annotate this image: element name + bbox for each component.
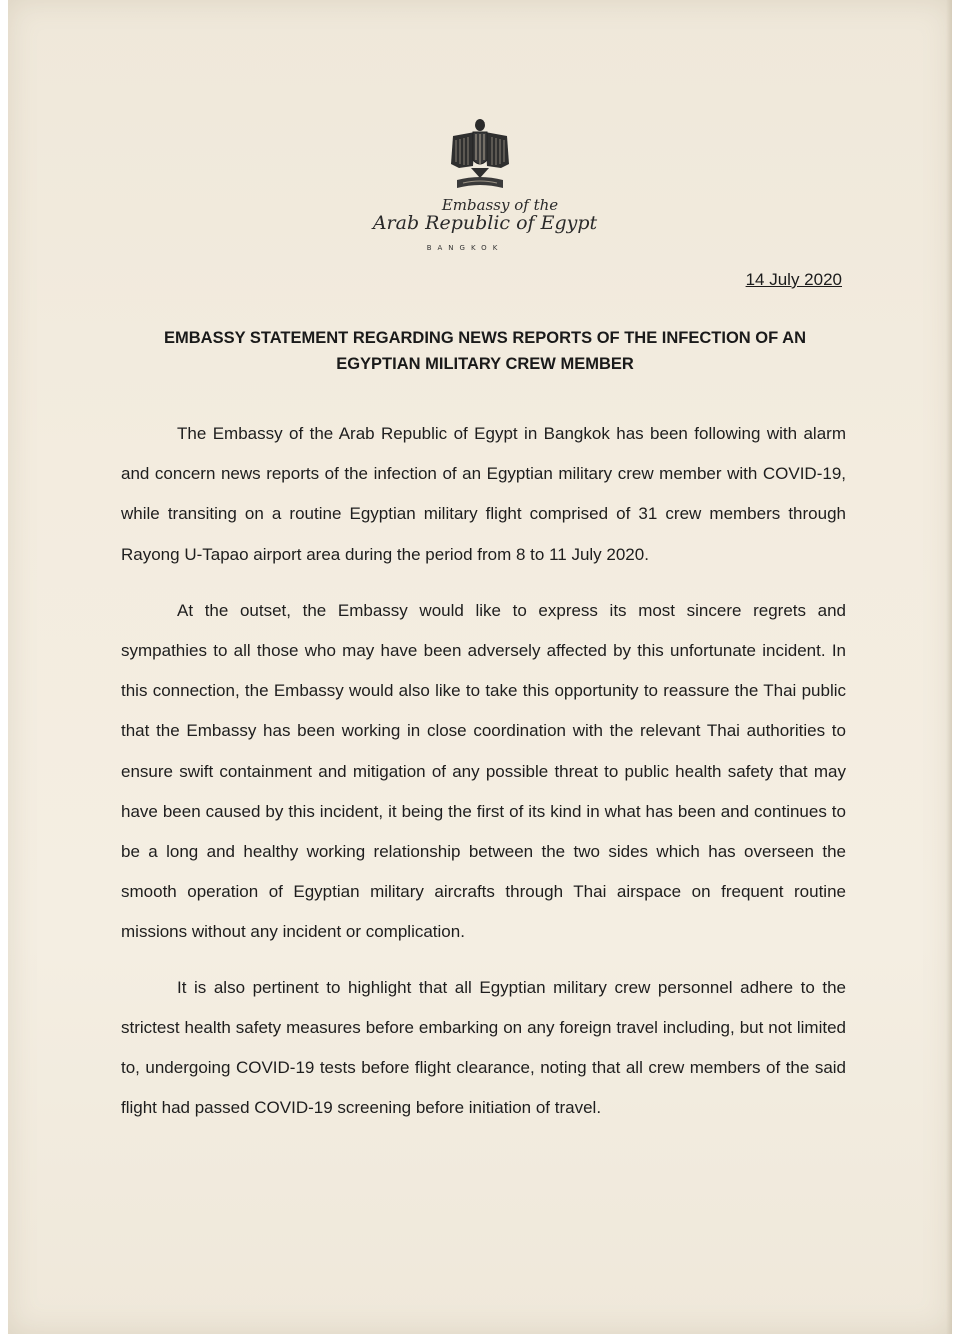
paragraph: The Embassy of the Arab Republic of Egypt in Bangkok has been following with alarm and concern news reports of the infection of an Egyptian military crew member with COVID-19, while transiting on a routine Egyptian military flight comprised of 31 crew members through Rayong U-Tapao airport area during the period from 8 to 11 July 2020. — [121, 424, 846, 564]
statement-date: 14 July 2020 — [745, 270, 842, 289]
embassy-name-line2: Arab Republic of Egypt — [372, 211, 598, 234]
paragraph: At the outset, the Embassy would like to express its most sincere regrets and sympathies to all those who may have been adversely affected by this unfortunate incident. In this connection, the Embassy would also like to take this opportunity to reassure the Thai public that the Embassy has been working in close coordination with the relevant Thai authorities to ensure swift containment and mitigation of any possible threat to public health safety that may have been caused by this incident, it being the first of its kind in what has been and continues to be a long and healthy working relationship between the two sides which has overseen the smooth operation of Egyptian military aircrafts through Thai airspace on frequent routine missions without any incident or complication. — [121, 600, 846, 942]
statement-title: EMBASSY STATEMENT REGARDING NEWS REPORTS OF THE INFECTION OF AN EGYPTIAN MILITARY CREW MEMBER — [164, 329, 806, 373]
statement-body — [121, 414, 846, 1128]
embassy-name-line1: Embassy of the — [441, 196, 559, 214]
page-edge-shadow — [946, 0, 952, 1334]
paragraph: It is also pertinent to highlight that all Egyptian military crew personnel adhere to the strictest health safety measures before embarking on any foreign travel including, but not limited to, undergoing COVID-19 tests before flight clearance, noting that all crew members of the said flight had passed COVID-19 screening before initiation of travel. — [121, 977, 846, 1118]
eagle-emblem-icon — [449, 116, 511, 192]
letterhead — [340, 116, 620, 252]
embassy-city: BANGKOK — [426, 243, 504, 252]
